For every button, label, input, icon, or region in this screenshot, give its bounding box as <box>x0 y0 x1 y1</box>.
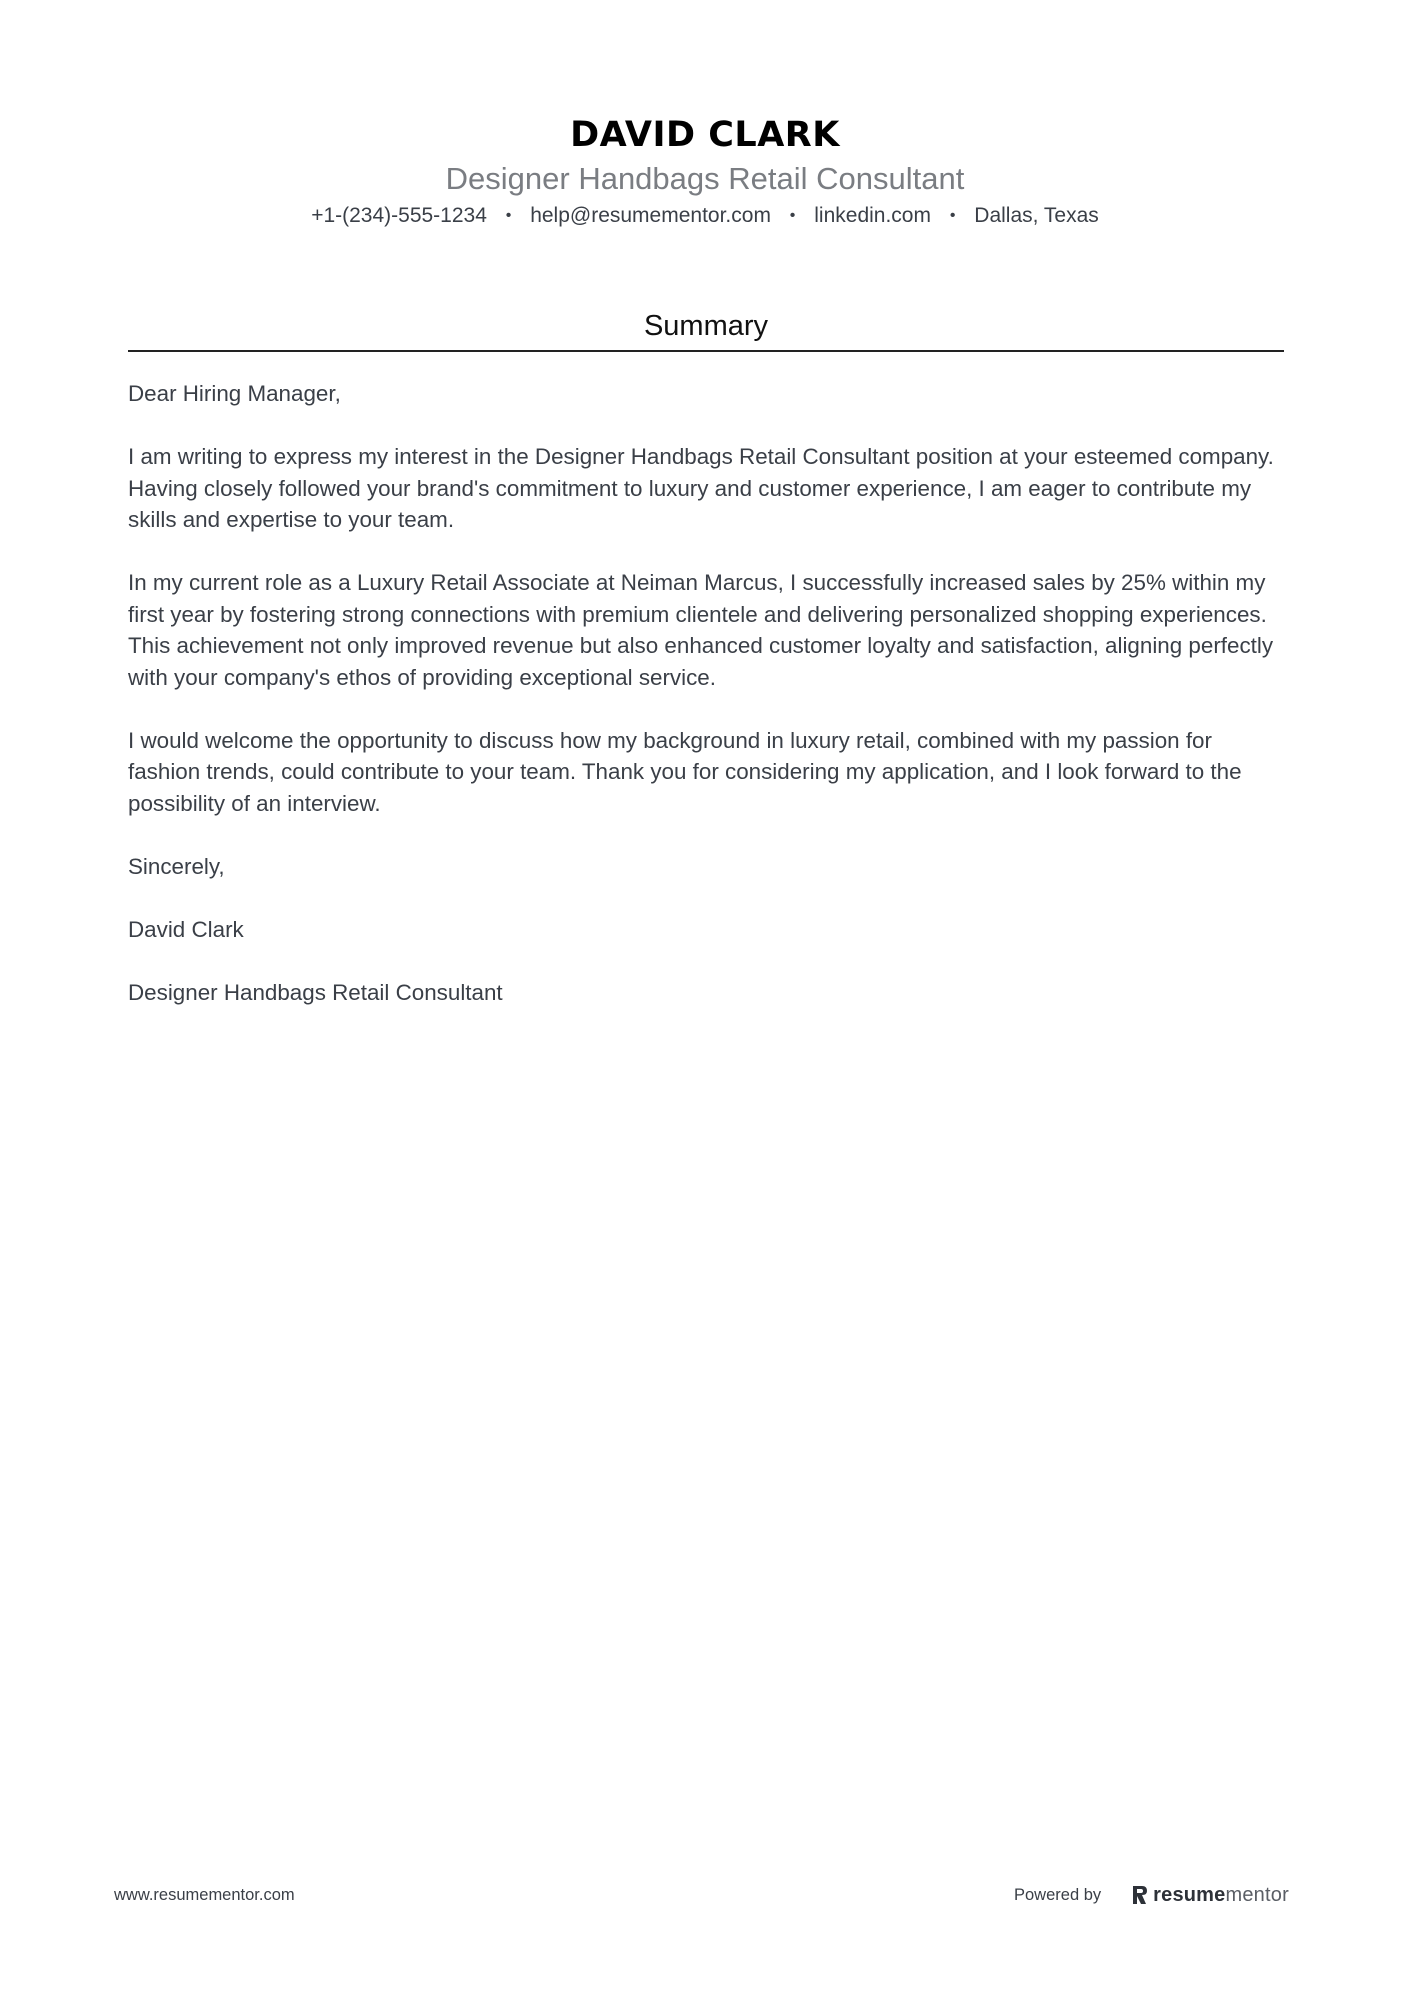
contact-email[interactable]: help@resumementor.com <box>530 204 771 227</box>
letter-closing: Sincerely, <box>128 853 225 879</box>
letter-body <box>128 378 1288 1040</box>
signature-name: David Clark <box>128 916 244 942</box>
powered-by-label: Powered by <box>1014 1885 1102 1904</box>
brand-logo[interactable] <box>1131 1884 1289 1907</box>
brand-wordmark-part1: resume <box>1153 1883 1226 1906</box>
letter-paragraph: I am writing to express my interest in the Designer Handbags Retail Consultant position at your esteemed company. Having closely followed your brand's commitment to luxury and customer experience, I am eager to contribute my skills and expertise to your team. <box>128 444 1274 532</box>
signature-title: Designer Handbags Retail Consultant <box>128 979 503 1005</box>
section-divider <box>128 350 1284 352</box>
contact-line <box>0 202 1410 230</box>
applicant-role: Designer Handbags Retail Consultant <box>445 161 965 196</box>
letter-paragraph: In my current role as a Luxury Retail Associate at Neiman Marcus, I successfully increased sales by 25% within my first year by fostering strong connections with premium clientele and delivering personalized shopping experiences. This achievement not only improved revenue but also enhanced customer loyalty and satisfaction, aligning perfectly with your company's ethos of providing exceptional service. <box>128 570 1274 690</box>
resumementor-logo-icon <box>1131 1885 1149 1905</box>
contact-separator: • <box>949 207 956 224</box>
letter-paragraph: I would welcome the opportunity to discuss how my background in luxury retail, combined with my passion for fashion trends, could contribute to your team. Thank you for considering my application, and I look forward to the possibility of an interview. <box>128 727 1242 816</box>
header <box>0 112 1410 230</box>
brand-wordmark-part2: mentor <box>1225 1883 1289 1906</box>
contact-separator: • <box>505 207 512 224</box>
contact-linkedin[interactable]: linkedin.com <box>814 204 931 227</box>
contact-phone: +1-(234)-555-1234 <box>311 204 487 227</box>
footer-website[interactable]: www.resumementor.com <box>114 1886 295 1904</box>
brand-wordmark <box>1153 1884 1289 1907</box>
contact-separator: • <box>789 207 796 224</box>
letter-greeting: Dear Hiring Manager, <box>128 381 341 406</box>
applicant-name: DAVID CLARK <box>570 115 840 155</box>
contact-location: Dallas, Texas <box>974 204 1099 227</box>
footer-branding <box>1014 1880 1289 1910</box>
section-title-summary: Summary <box>643 310 769 342</box>
